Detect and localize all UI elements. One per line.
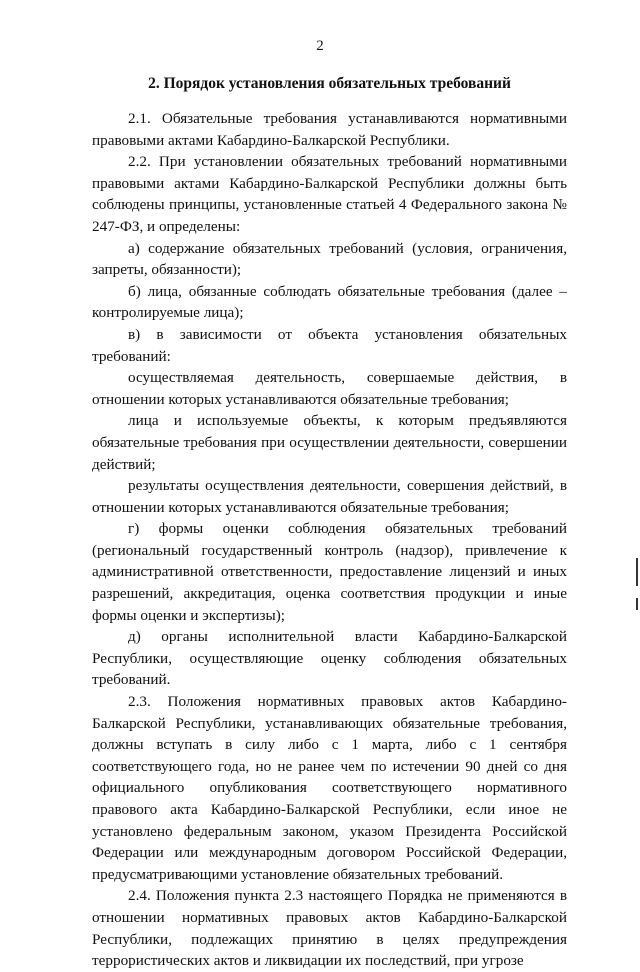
body-text — [92, 108, 567, 972]
paragraph-results: результаты осуществления деятельности, совершения действий, в отношении которых устанавливаются обязательные требования; — [92, 477, 567, 516]
scan-edge-mark — [636, 558, 638, 586]
paragraph-item-d: д) органы исполнительной власти Кабардино-Балкарской Республики, осуществляющие оценку соблюдения обязательных требований. — [92, 628, 567, 689]
paragraph-2-2: 2.2. При установлении обязательных требований нормативными правовыми актами Кабардино-Балкарской Республики должны быть соблюдены принципы, установленные статьей 4 Федерального закона № 247-ФЗ, и определены: — [92, 153, 567, 235]
section-title: 2. Порядок установления обязательных требований — [148, 75, 511, 92]
paragraph-2-4: 2.4. Положения пункта 2.3 настоящего Порядка не применяются в отношении нормативных правовых актов Кабардино-Балкарской Республики, подлежащих принятию в целях предупреждения террористических актов и ликвидации их последствий, при угрозе — [92, 887, 567, 970]
paragraph-item-v: в) в зависимости от объекта установления обязательных требований: — [92, 325, 567, 365]
paragraph-2-1: 2.1. Обязательные требования устанавливаются нормативными правовыми актами Кабардино-Балкарской Республики. — [92, 110, 567, 149]
paragraph-item-a: а) содержание обязательных требований (условия, ограничения, запреты, обязанности); — [92, 239, 567, 279]
paragraph-persons-objects: лица и используемые объекты, к которым предъявляются обязательные требования при осуществлении деятельности, совершении действий; — [92, 412, 567, 473]
scan-edge-mark — [636, 598, 638, 610]
paragraph-2-3: 2.3. Положения нормативных правовых актов Кабардино-Балкарской Республики, устанавливающих обязательные требования, должны вступать в силу либо с 1 марта, либо с 1 сентября соответствующего года, но не ранее чем по истечении 90 дней со дня официального опубликования соответствующего нормативного правового акта Кабардино-Балкарской Республики, если иное не установлено федеральным законом, указом Президента Российской Федерации или международным договором Российской Федерации, предусматривающими установление обязательных требований. — [92, 693, 567, 883]
paragraph-item-g: г) формы оценки соблюдения обязательных требований (региональный государственный контроль (надзор), привлечение к административной ответственности, предоставление лицензий и иных разрешений, аккредитация, оценка соответствия продукции и иные формы оценки и экспертизы); — [92, 520, 567, 624]
page-number: 2 — [316, 38, 324, 54]
paragraph-item-b: б) лица, обязанные соблюдать обязательные требования (далее – контролируемые лица); — [92, 282, 567, 322]
paragraph-activity: осуществляемая деятельность, совершаемые действия, в отношении которых устанавливаются обязательные требования; — [92, 369, 567, 408]
